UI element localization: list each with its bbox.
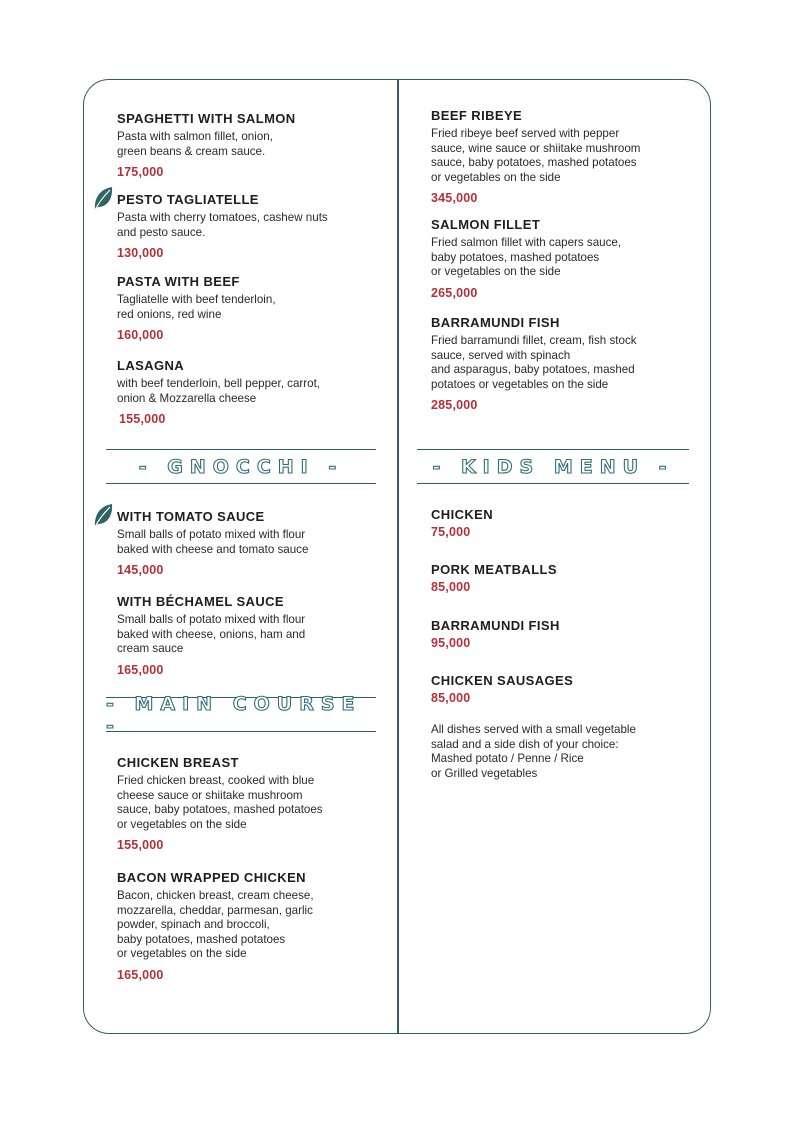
menu-item-chicken-breast xyxy=(117,755,323,852)
item-price: 285,000 xyxy=(431,398,478,413)
item-name: BARRAMUNDI FISH xyxy=(431,315,560,330)
item-desc: Fried salmon fillet with capers sauce, baby potatoes, mashed potatoes or vegetables on the side xyxy=(431,236,622,279)
item-desc: Small balls of potato mixed with flour baked with cheese, onions, ham and cream sauce xyxy=(117,613,306,656)
menu-item-lasagna xyxy=(117,358,320,426)
menu-item-pesto-tagliatelle xyxy=(117,192,328,260)
item-price: 95,000 xyxy=(431,636,471,650)
item-name: BACON WRAPPED CHICKEN xyxy=(117,870,306,885)
leaf-icon xyxy=(92,503,114,529)
menu-item-barramundi-fish xyxy=(431,315,637,412)
item-name: CHICKEN xyxy=(431,507,494,522)
item-name: PASTA WITH BEEF xyxy=(117,274,240,289)
menu-item-beef-ribeye xyxy=(431,108,640,205)
item-desc: Bacon, chicken breast, cream cheese, mozzarella, cheddar, parmesan, garlic powder, spinach and broccoli, baby potatoes, mashed potatoes or vegetables on the side xyxy=(117,889,314,961)
item-price: 175,000 xyxy=(117,165,164,180)
menu-item-spaghetti-salmon xyxy=(117,111,296,179)
item-name: SALMON FILLET xyxy=(431,217,541,232)
heading-text: - KIDS MENU - xyxy=(432,455,674,478)
item-price: 265,000 xyxy=(431,285,478,300)
item-price: 75,000 xyxy=(431,525,471,539)
item-name: CHICKEN BREAST xyxy=(117,755,239,770)
item-name: CHICKEN SAUSAGES xyxy=(431,673,574,688)
item-price: 160,000 xyxy=(117,328,164,343)
item-price: 165,000 xyxy=(117,967,164,982)
item-name: PESTO TAGLIATELLE xyxy=(117,192,259,207)
item-desc: Pasta with salmon fillet, onion, green beans & cream sauce. xyxy=(117,130,273,158)
item-price: 165,000 xyxy=(117,662,164,677)
kids-item-chicken xyxy=(431,507,493,539)
item-name: PORK MEATBALLS xyxy=(431,562,557,577)
item-name: LASAGNA xyxy=(117,358,185,373)
menu-item-pasta-beef xyxy=(117,274,276,342)
item-price: 130,000 xyxy=(117,246,164,261)
kids-item-pork-meatballs xyxy=(431,562,557,594)
column-divider xyxy=(397,80,399,1034)
item-price: 155,000 xyxy=(119,412,166,427)
menu-item-salmon-fillet xyxy=(431,217,621,300)
item-price: 85,000 xyxy=(431,580,471,594)
menu-item-gnocchi-tomato xyxy=(117,509,308,577)
item-name: SPAGHETTI WITH SALMON xyxy=(117,111,296,126)
item-desc: Fried chicken breast, cooked with blue cheese sauce or shiitake mushroom sauce, baby potatoes, mashed potatoes or vegetables on the side xyxy=(117,774,323,831)
item-price: 345,000 xyxy=(431,191,478,206)
menu-item-bacon-wrapped-chicken xyxy=(117,870,314,982)
item-desc: Tagliatelle with beef tenderloin, red onions, red wine xyxy=(117,293,276,321)
kids-item-chicken-sausages xyxy=(431,673,573,705)
item-price: 85,000 xyxy=(431,691,471,705)
item-desc: with beef tenderloin, bell pepper, carrot, onion & Mozzarella cheese xyxy=(117,377,321,405)
kids-menu-note: All dishes served with a small vegetable salad and a side dish of your choice: Mashed potato / Penne / Rice or Grilled vegetables xyxy=(431,723,636,780)
leaf-icon xyxy=(92,186,114,212)
section-heading-main-course xyxy=(106,692,376,737)
item-desc: Small balls of potato mixed with flour baked with cheese and tomato sauce xyxy=(117,528,309,556)
item-desc: Fried barramundi fillet, cream, fish stock sauce, served with spinach and asparagus, baby potatoes, mashed potatoes or vegetables on the side xyxy=(431,334,637,391)
item-price: 155,000 xyxy=(117,838,164,853)
item-desc: Pasta with cherry tomatoes, cashew nuts and pesto sauce. xyxy=(117,211,328,239)
item-name: BEEF RIBEYE xyxy=(431,108,523,123)
item-name: BARRAMUNDI FISH xyxy=(431,618,560,633)
item-price: 145,000 xyxy=(117,563,164,578)
item-name: WITH TOMATO SAUCE xyxy=(117,509,265,524)
menu-item-gnocchi-bechamel xyxy=(117,594,305,677)
heading-text: - GNOCCHI - xyxy=(138,455,344,478)
heading-text: - MAIN COURSE - xyxy=(106,692,362,737)
kids-item-barramundi-fish xyxy=(431,618,560,650)
item-desc: Fried ribeye beef served with pepper sauce, wine sauce or shiitake mushroom sauce, baby potatoes, mashed potatoes or vegetables on the side xyxy=(431,127,641,184)
section-heading-kids-menu xyxy=(417,449,689,484)
item-name: WITH BÉCHAMEL SAUCE xyxy=(117,594,284,609)
section-heading-gnocchi xyxy=(106,449,376,484)
